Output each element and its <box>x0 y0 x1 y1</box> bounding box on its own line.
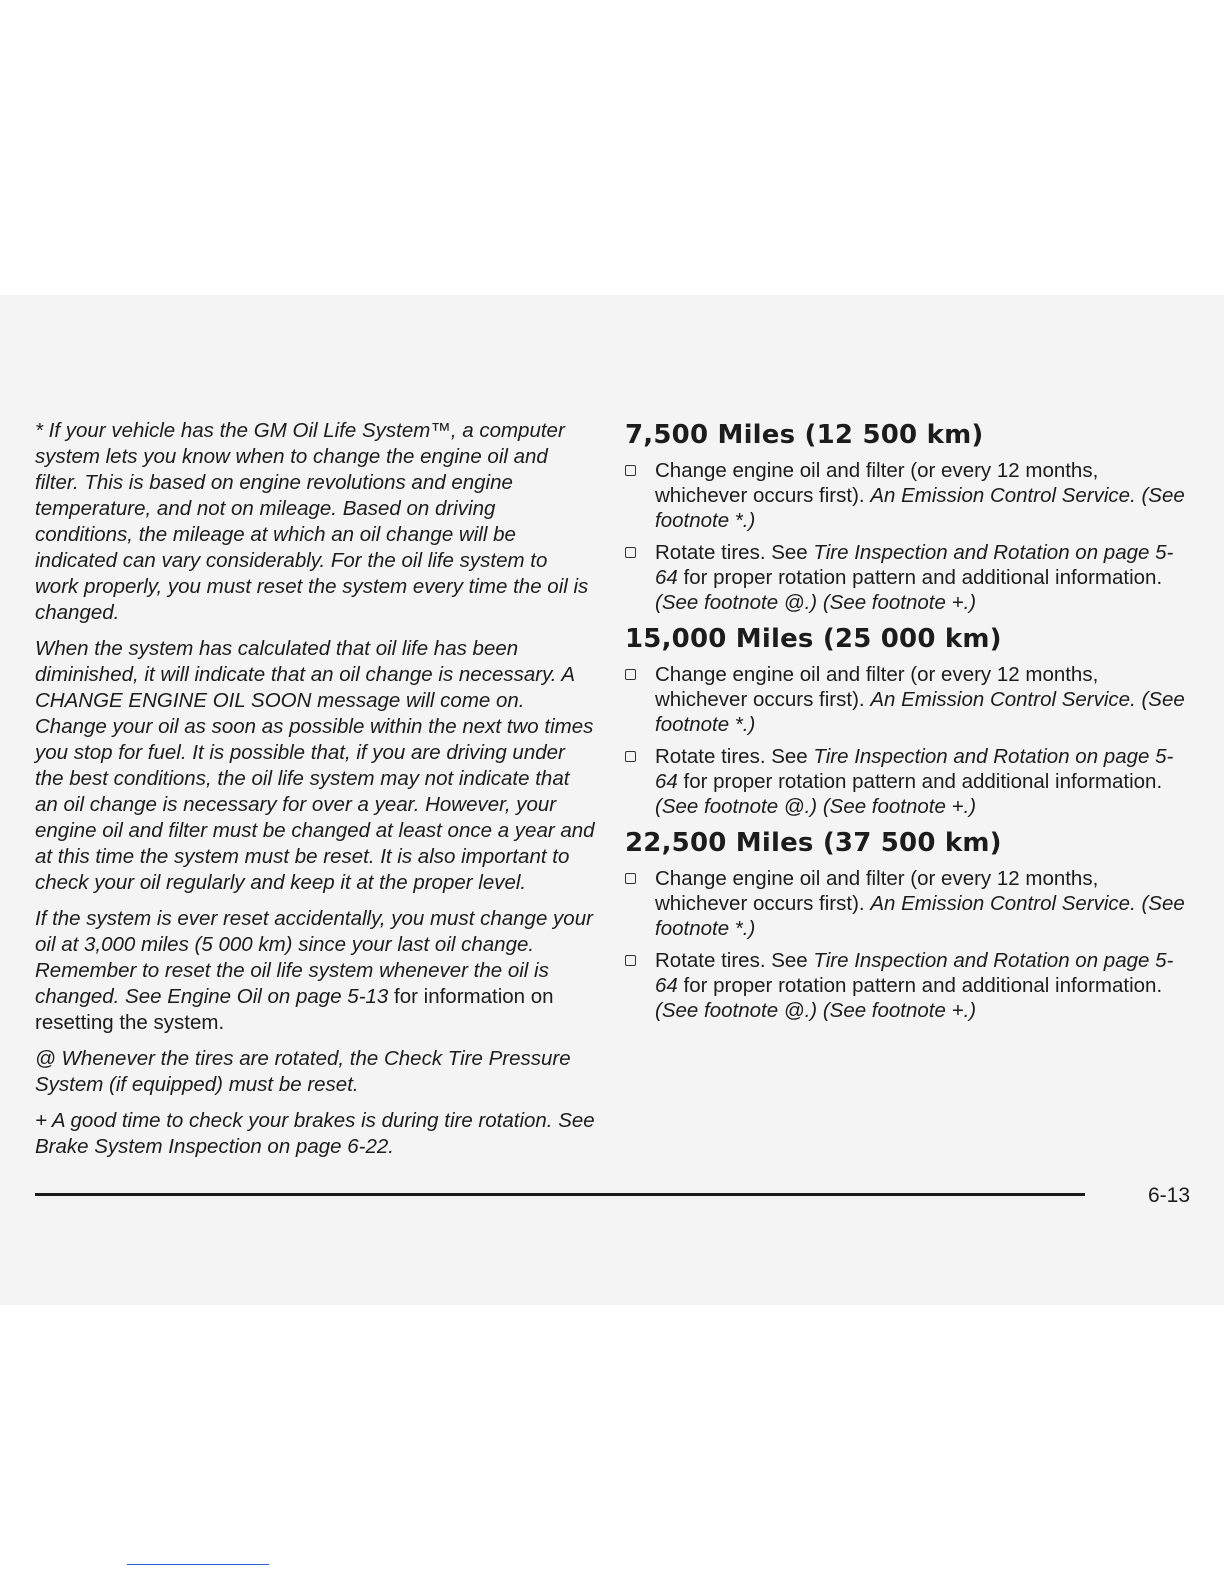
item-text-normal: Rotate tires. See <box>655 745 814 768</box>
item-text-italic: Tire Inspection and Rotation on page 5-64 <box>655 745 1174 793</box>
oil-life-indication-text: When the system has calculated that oil life has been diminished, it will indicate that an oil change is necessary. A CHANGE ENGINE OIL SOON message will come on. Change your oil as soon as possible within the next two times you stop for fuel. It is possible that, if you are driving under the best conditions, the oil life system may not indicate that an oil change is necessary for over a year. However, your engine oil and filter must be changed at least once a year and at this time the system must be reset. It is also important to check your oil regularly and keep it at the proper level. <box>35 637 595 894</box>
footnote-tire-pressure: @ Whenever the tires are rotated, the Check Tire Pressure System (if equipped) must be reset. <box>35 1047 571 1096</box>
page-number: 6-13 <box>1147 1184 1190 1207</box>
item-text-italic: An Emission Control Service. (See footnote *.) <box>655 892 1185 940</box>
item-text-normal: for proper rotation pattern and additional information. <box>677 770 1163 793</box>
page-rule <box>35 1193 1085 1196</box>
checklist-item-oil-change <box>625 458 1190 533</box>
section-22500-miles <box>625 826 1190 1023</box>
footnotes-column <box>35 418 595 1170</box>
item-text-italic: (See footnote @.) (See footnote +.) <box>655 999 977 1022</box>
item-text-normal: Change engine oil and filter (or every 12 months, whichever occurs first). <box>655 459 1099 507</box>
checkbox-icon <box>625 751 636 762</box>
checkbox-icon <box>625 873 636 884</box>
accidental-reset-text <box>35 906 595 1036</box>
item-text-normal: for proper rotation pattern and additional information. <box>677 974 1163 997</box>
checkbox-icon <box>625 465 636 476</box>
section-15000-miles <box>625 622 1190 819</box>
item-text-normal: Rotate tires. See <box>655 541 814 564</box>
section-7500-miles <box>625 418 1190 615</box>
item-text-italic: (See footnote @.) (See footnote +.) <box>655 591 977 614</box>
accidental-reset-italic: If the system is ever reset accidentally, you must change your oil at 3,000 miles (5 000 km) since your last oil change. Remember to reset the oil life system whenever the oil is changed. See Engine Oil on page 5-13 <box>35 907 593 1008</box>
checklist-item-rotate-tires <box>625 744 1190 819</box>
checkbox-icon <box>625 955 636 966</box>
checklist-item-oil-change <box>625 662 1190 737</box>
checkbox-icon <box>625 547 636 558</box>
item-text-normal: Rotate tires. See <box>655 949 814 972</box>
checkbox-icon <box>625 669 636 680</box>
footnote-brakes: + A good time to check your brakes is during tire rotation. See Brake System Inspection on page 6-22. <box>35 1109 595 1158</box>
checklist-item-rotate-tires <box>625 948 1190 1023</box>
checklist-item-oil-change <box>625 866 1190 941</box>
item-text-normal: for proper rotation pattern and additional information. <box>677 566 1163 589</box>
item-text-italic: Tire Inspection and Rotation on page 5-64 <box>655 541 1174 589</box>
checklist-item-rotate-tires <box>625 540 1190 615</box>
item-text-italic: (See footnote @.) (See footnote +.) <box>655 795 977 818</box>
item-text-italic: An Emission Control Service. (See footnote *.) <box>655 688 1185 736</box>
footnote-oil-life-system: * If your vehicle has the GM Oil Life System™, a computer system lets you know when to change the engine oil and filter. This is based on engine revolutions and engine temperature, and not on mileage. Based on driving conditions, the mileage at which an oil change will be indicated can vary considerably. For the oil life system to work properly, you must reset the system every time the oil is changed. <box>35 419 589 624</box>
section-heading: 15,000 Miles (25 000 km) <box>625 624 1002 654</box>
maintenance-schedule-column <box>625 418 1190 1030</box>
section-heading: 22,500 Miles (37 500 km) <box>625 828 1002 858</box>
accidental-reset-normal: for information on resetting the system. <box>35 985 554 1034</box>
item-text-normal: Change engine oil and filter (or every 12 months, whichever occurs first). <box>655 867 1099 915</box>
link-underline <box>127 1564 269 1565</box>
item-text-italic: An Emission Control Service. (See footnote *.) <box>655 484 1185 532</box>
section-heading: 7,500 Miles (12 500 km) <box>625 420 984 450</box>
item-text-italic: Tire Inspection and Rotation on page 5-64 <box>655 949 1174 997</box>
item-text-normal: Change engine oil and filter (or every 12 months, whichever occurs first). <box>655 663 1099 711</box>
